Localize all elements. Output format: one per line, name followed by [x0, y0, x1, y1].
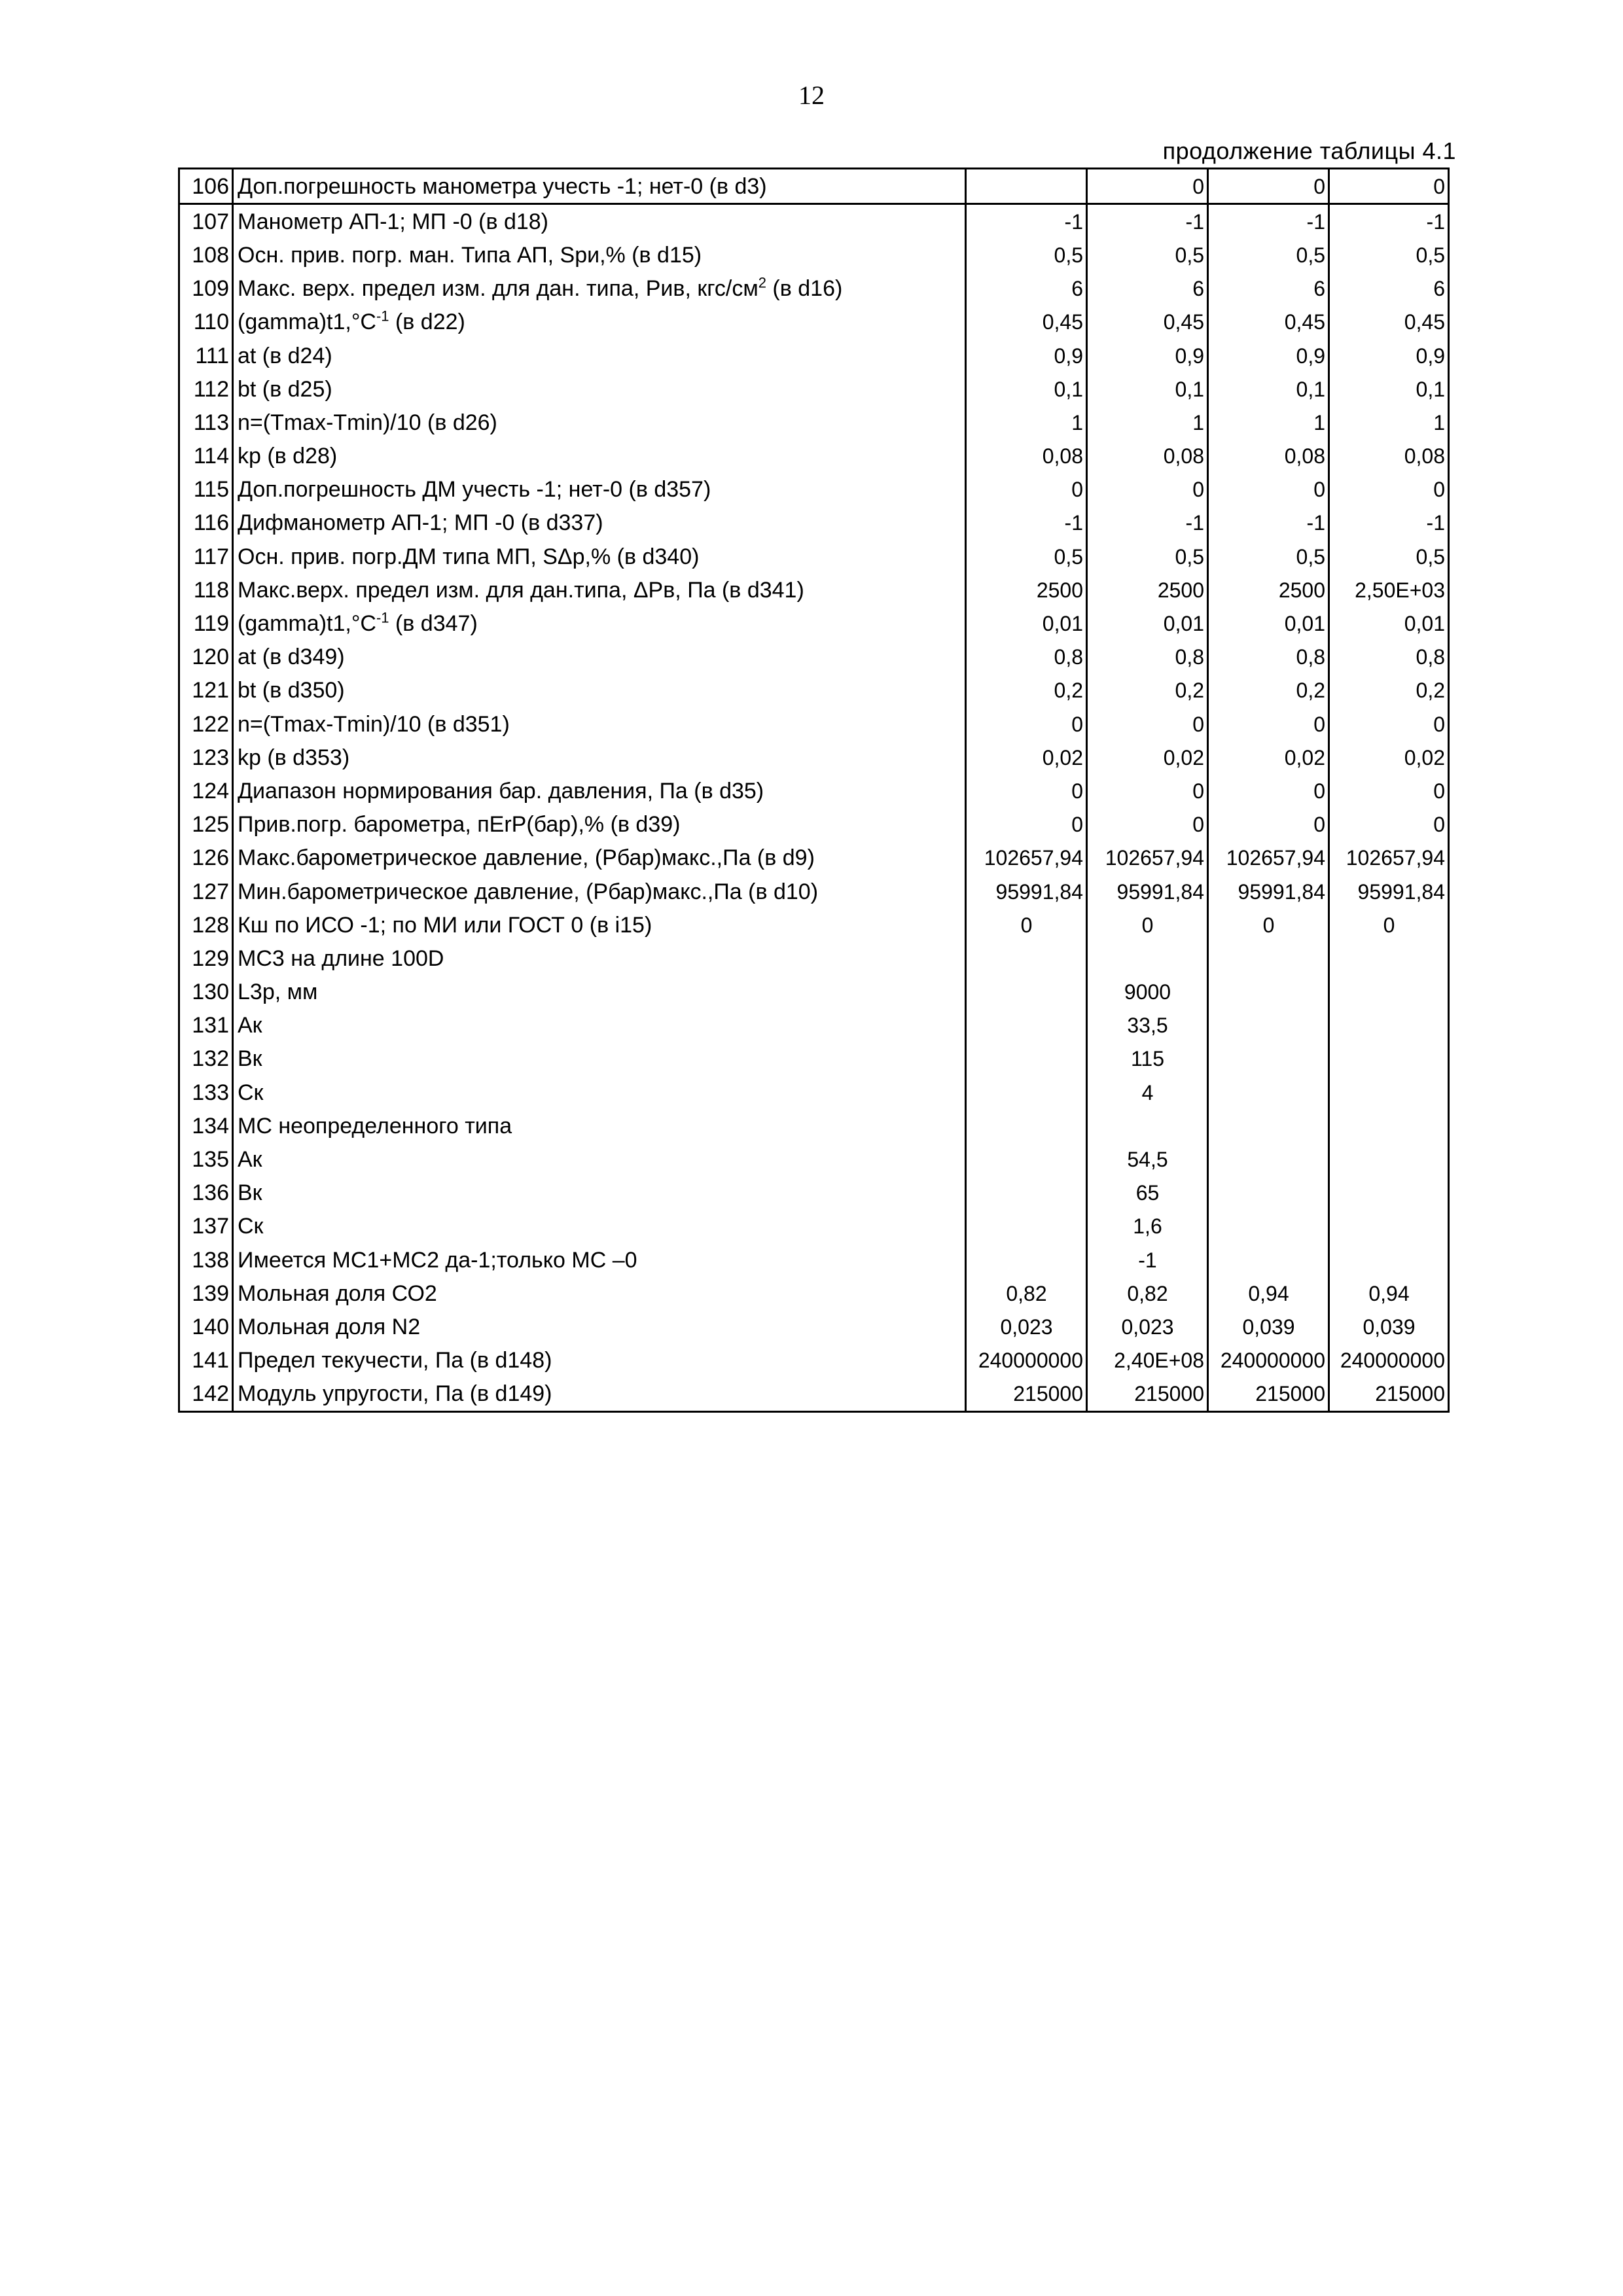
row-value-3: 102657,94 [1208, 841, 1329, 875]
row-number: 119 [179, 607, 233, 640]
row-value-2: 2500 [1087, 573, 1208, 607]
row-value-1: 1 [966, 406, 1087, 439]
table-row [179, 1109, 1449, 1142]
row-value-1 [966, 1076, 1087, 1109]
row-value-2: 1,6 [1087, 1210, 1208, 1243]
row-number: 125 [179, 808, 233, 841]
row-value-1: 0 [966, 908, 1087, 942]
table-row [179, 440, 1449, 473]
table-row [179, 406, 1449, 439]
row-value-3: 240000000 [1208, 1344, 1329, 1377]
table-row [179, 1210, 1449, 1243]
row-label: bt (в d350) [233, 674, 966, 707]
row-label: Мольная доля N2 [233, 1310, 966, 1343]
table-row [179, 942, 1449, 975]
row-value-3: 0,45 [1208, 306, 1329, 339]
row-value-2: 0 [1087, 169, 1208, 204]
row-value-3: 215000 [1208, 1377, 1329, 1412]
row-value-3: 0,08 [1208, 440, 1329, 473]
row-value-3: -1 [1208, 506, 1329, 540]
row-value-3: 0,5 [1208, 238, 1329, 272]
row-value-2: 4 [1087, 1076, 1208, 1109]
row-label: Ск [233, 1210, 966, 1243]
row-value-4: 215000 [1329, 1377, 1449, 1412]
row-value-1: 0 [966, 774, 1087, 807]
row-value-1: 0,5 [966, 540, 1087, 573]
row-value-2: 9000 [1087, 976, 1208, 1009]
row-value-2: 65 [1087, 1176, 1208, 1210]
row-value-1 [966, 169, 1087, 204]
row-label: Прив.погр. барометра, пЕrР(бар),% (в d39) [233, 808, 966, 841]
row-number: 109 [179, 272, 233, 306]
row-number: 117 [179, 540, 233, 573]
row-number: 114 [179, 440, 233, 473]
row-label: Мольная доля СО2 [233, 1277, 966, 1310]
table-row [179, 573, 1449, 607]
row-value-3: 0 [1208, 473, 1329, 506]
row-value-2: 6 [1087, 272, 1208, 306]
row-value-4 [1329, 1243, 1449, 1277]
row-value-4 [1329, 1210, 1449, 1243]
row-value-2: 0,023 [1087, 1310, 1208, 1343]
row-label: Предел текучести, Па (в d148) [233, 1344, 966, 1377]
row-number: 128 [179, 908, 233, 942]
row-number: 120 [179, 641, 233, 674]
row-value-2: 0 [1087, 707, 1208, 741]
row-value-2: 95991,84 [1087, 875, 1208, 908]
row-value-2: 0 [1087, 808, 1208, 841]
row-value-2: -1 [1087, 204, 1208, 239]
row-label: Манометр АП-1; МП -0 (в d18) [233, 204, 966, 239]
row-number: 132 [179, 1042, 233, 1076]
row-number: 134 [179, 1109, 233, 1142]
table-row [179, 1277, 1449, 1310]
row-value-1: -1 [966, 204, 1087, 239]
table-row [179, 976, 1449, 1009]
row-label: $(gamma)t1,^\circ C^{-1}$ (в d347) [233, 607, 966, 640]
row-value-4: 0 [1329, 808, 1449, 841]
row-value-2 [1087, 1109, 1208, 1142]
row-number: 137 [179, 1210, 233, 1243]
row-value-4: 95991,84 [1329, 875, 1449, 908]
row-value-2 [1087, 942, 1208, 975]
row-number: 136 [179, 1176, 233, 1210]
row-number: 111 [179, 339, 233, 372]
row-value-3: 0,01 [1208, 607, 1329, 640]
row-label: kp (в d353) [233, 741, 966, 774]
row-value-2: 0,1 [1087, 372, 1208, 406]
table-row [179, 1009, 1449, 1042]
row-value-1: 0,023 [966, 1310, 1087, 1343]
row-number: 135 [179, 1142, 233, 1176]
row-value-1 [966, 1243, 1087, 1277]
table-row [179, 272, 1449, 306]
row-number: 107 [179, 204, 233, 239]
row-value-2: 215000 [1087, 1377, 1208, 1412]
row-value-4: 0 [1329, 473, 1449, 506]
row-value-4: 0,08 [1329, 440, 1449, 473]
row-value-1: 0,8 [966, 641, 1087, 674]
row-value-4: -1 [1329, 506, 1449, 540]
row-label: Макс.верх. предел изм. для дан.типа, ΔРв, Па (в d341) [233, 573, 966, 607]
row-value-2: 0,02 [1087, 741, 1208, 774]
row-value-1: 6 [966, 272, 1087, 306]
row-value-4: 0,039 [1329, 1310, 1449, 1343]
row-number: 113 [179, 406, 233, 439]
row-value-4: -1 [1329, 204, 1449, 239]
row-label: Макс. верх. предел изм. для дан. типа, Рив, кгс/$см^2$ (в d16) [233, 272, 966, 306]
row-label: Ак [233, 1009, 966, 1042]
table-row [179, 1076, 1449, 1109]
row-value-2: 1 [1087, 406, 1208, 439]
row-value-3 [1208, 1109, 1329, 1142]
row-value-1: 0,45 [966, 306, 1087, 339]
row-value-3 [1208, 1243, 1329, 1277]
row-label: kp (в d28) [233, 440, 966, 473]
row-value-3: 0 [1208, 774, 1329, 807]
row-value-1 [966, 976, 1087, 1009]
row-value-3: 0,02 [1208, 741, 1329, 774]
row-value-3: 0,8 [1208, 641, 1329, 674]
row-value-2: 0,5 [1087, 238, 1208, 272]
row-value-4: 0 [1329, 908, 1449, 942]
table-row [179, 1377, 1449, 1412]
row-value-1: 2500 [966, 573, 1087, 607]
row-value-4: 0,5 [1329, 238, 1449, 272]
table-row [179, 339, 1449, 372]
table-row [179, 774, 1449, 807]
row-number: 131 [179, 1009, 233, 1042]
row-label: n=(Tmax-Tmin)/10 (в d351) [233, 707, 966, 741]
row-value-1 [966, 1210, 1087, 1243]
row-number: 141 [179, 1344, 233, 1377]
row-number: 110 [179, 306, 233, 339]
row-number: 118 [179, 573, 233, 607]
row-value-4 [1329, 942, 1449, 975]
table-row [179, 674, 1449, 707]
row-value-1 [966, 1042, 1087, 1076]
table-row [179, 1176, 1449, 1210]
row-number: 122 [179, 707, 233, 741]
row-number: 108 [179, 238, 233, 272]
row-value-4: 1 [1329, 406, 1449, 439]
row-value-4: 0,01 [1329, 607, 1449, 640]
table-row [179, 875, 1449, 908]
table-row [179, 169, 1449, 204]
row-value-4: 0,02 [1329, 741, 1449, 774]
row-value-4 [1329, 1142, 1449, 1176]
row-value-1: 0,08 [966, 440, 1087, 473]
row-value-3: 0,039 [1208, 1310, 1329, 1343]
row-value-1 [966, 1142, 1087, 1176]
row-value-3 [1208, 942, 1329, 975]
row-label: at (в d24) [233, 339, 966, 372]
row-value-4: 6 [1329, 272, 1449, 306]
row-number: 127 [179, 875, 233, 908]
row-value-4: 0,45 [1329, 306, 1449, 339]
row-value-2: 102657,94 [1087, 841, 1208, 875]
table-row [179, 204, 1449, 239]
table-row [179, 372, 1449, 406]
row-number: 138 [179, 1243, 233, 1277]
row-value-1: 95991,84 [966, 875, 1087, 908]
row-value-1: 0 [966, 808, 1087, 841]
row-label: Доп.погрешность ДМ учесть -1; нет-0 (в d357) [233, 473, 966, 506]
table-row [179, 741, 1449, 774]
row-value-4 [1329, 1009, 1449, 1042]
row-number: 130 [179, 976, 233, 1009]
row-value-1: 0,9 [966, 339, 1087, 372]
row-value-2: 2,40E+08 [1087, 1344, 1208, 1377]
row-value-4: 0 [1329, 169, 1449, 204]
table-row [179, 641, 1449, 674]
row-label: Дифманометр АП-1; МП -0 (в d337) [233, 506, 966, 540]
row-value-3 [1208, 1009, 1329, 1042]
row-number: 106 [179, 169, 233, 204]
row-value-3: 0 [1208, 908, 1329, 942]
row-label: Модуль упругости, Па (в d149) [233, 1377, 966, 1412]
row-value-3: 0,5 [1208, 540, 1329, 573]
row-value-3 [1208, 1076, 1329, 1109]
table-row [179, 1042, 1449, 1076]
row-value-1: 0,01 [966, 607, 1087, 640]
row-value-2: 115 [1087, 1042, 1208, 1076]
row-value-3: 0 [1208, 707, 1329, 741]
table-body [179, 169, 1449, 1412]
row-value-1 [966, 942, 1087, 975]
row-number: 140 [179, 1310, 233, 1343]
row-number: 112 [179, 372, 233, 406]
row-label: Кш по ИСО -1; по МИ или ГОСТ 0 (в i15) [233, 908, 966, 942]
table-row [179, 506, 1449, 540]
row-value-4: 0,2 [1329, 674, 1449, 707]
row-value-1 [966, 1009, 1087, 1042]
row-label: Осн. прив. погр. ман. Типа АП, Spи,% (в d15) [233, 238, 966, 272]
table-row [179, 707, 1449, 741]
row-number: 116 [179, 506, 233, 540]
row-value-1: 102657,94 [966, 841, 1087, 875]
row-value-4: 102657,94 [1329, 841, 1449, 875]
row-label: Ск [233, 1076, 966, 1109]
row-value-4 [1329, 1176, 1449, 1210]
row-value-1: -1 [966, 506, 1087, 540]
row-value-2: 0,08 [1087, 440, 1208, 473]
row-value-3: 2500 [1208, 573, 1329, 607]
row-value-4: 0,94 [1329, 1277, 1449, 1310]
row-value-1: 0 [966, 707, 1087, 741]
row-value-4: 0,5 [1329, 540, 1449, 573]
data-table [178, 168, 1450, 1413]
table-row [179, 908, 1449, 942]
row-number: 124 [179, 774, 233, 807]
row-value-2: 0,9 [1087, 339, 1208, 372]
table-row [179, 540, 1449, 573]
row-value-4 [1329, 1042, 1449, 1076]
row-value-2: 0,5 [1087, 540, 1208, 573]
row-value-4: 0 [1329, 707, 1449, 741]
row-label: Мин.барометрическое давление, (Рбар)макс.,Па (в d10) [233, 875, 966, 908]
table-caption: продолжение таблицы 4.1 [1162, 137, 1456, 164]
table-row [179, 1344, 1449, 1377]
row-label: Ак [233, 1142, 966, 1176]
row-value-1 [966, 1109, 1087, 1142]
row-value-2: 0,01 [1087, 607, 1208, 640]
row-label: Макс.барометрическое давление, (Рбар)макс.,Па (в d9) [233, 841, 966, 875]
row-value-3 [1208, 976, 1329, 1009]
page-number: 12 [798, 80, 825, 110]
row-value-3: 0,9 [1208, 339, 1329, 372]
row-value-1: 215000 [966, 1377, 1087, 1412]
row-value-3: 0 [1208, 169, 1329, 204]
row-value-1: 0 [966, 473, 1087, 506]
table-row [179, 238, 1449, 272]
row-value-3: -1 [1208, 204, 1329, 239]
row-value-3: 95991,84 [1208, 875, 1329, 908]
table-row [179, 473, 1449, 506]
row-value-2: 54,5 [1087, 1142, 1208, 1176]
row-value-2: -1 [1087, 506, 1208, 540]
row-number: 115 [179, 473, 233, 506]
row-label: at (в d349) [233, 641, 966, 674]
row-value-2: 33,5 [1087, 1009, 1208, 1042]
row-value-3 [1208, 1042, 1329, 1076]
row-value-4: 0,8 [1329, 641, 1449, 674]
row-label: Доп.погрешность манометра учесть -1; нет-0 (в d3) [233, 169, 966, 204]
row-label: n=(Tmax-Tmin)/10 (в d26) [233, 406, 966, 439]
row-value-4 [1329, 1076, 1449, 1109]
row-value-4 [1329, 1109, 1449, 1142]
row-value-4 [1329, 976, 1449, 1009]
row-value-4: 0,1 [1329, 372, 1449, 406]
row-value-4: 2,50E+03 [1329, 573, 1449, 607]
table-row [179, 1310, 1449, 1343]
row-number: 123 [179, 741, 233, 774]
table-row [179, 1243, 1449, 1277]
row-label: Имеется МС1+МС2 да-1;только МС –0 [233, 1243, 966, 1277]
row-value-1 [966, 1176, 1087, 1210]
table-row [179, 607, 1449, 640]
table-row [179, 808, 1449, 841]
row-value-2: 0,2 [1087, 674, 1208, 707]
row-label: $(gamma)t1,^\circ C^{-1}$ (в d22) [233, 306, 966, 339]
row-value-3: 0,1 [1208, 372, 1329, 406]
row-value-1: 0,02 [966, 741, 1087, 774]
row-value-2: -1 [1087, 1243, 1208, 1277]
row-label: Вк [233, 1176, 966, 1210]
row-label: МС неопределенного типа [233, 1109, 966, 1142]
row-value-1: 240000000 [966, 1344, 1087, 1377]
row-value-4: 240000000 [1329, 1344, 1449, 1377]
row-label: L3р, мм [233, 976, 966, 1009]
row-value-3: 0 [1208, 808, 1329, 841]
row-number: 121 [179, 674, 233, 707]
table-row [179, 841, 1449, 875]
row-number: 133 [179, 1076, 233, 1109]
row-value-1: 0,82 [966, 1277, 1087, 1310]
row-label: Диапазон нормирования бар. давления, Па (в d35) [233, 774, 966, 807]
row-number: 126 [179, 841, 233, 875]
row-value-3: 0,94 [1208, 1277, 1329, 1310]
row-value-2: 0 [1087, 774, 1208, 807]
row-number: 142 [179, 1377, 233, 1412]
table-row [179, 306, 1449, 339]
row-value-3 [1208, 1210, 1329, 1243]
row-number: 129 [179, 942, 233, 975]
row-label: МС3 на длине 100D [233, 942, 966, 975]
row-label: Осн. прив. погр.ДМ типа МП, SΔp,% (в d340) [233, 540, 966, 573]
row-label: Вк [233, 1042, 966, 1076]
row-value-1: 0,1 [966, 372, 1087, 406]
row-number: 139 [179, 1277, 233, 1310]
row-value-2: 0,45 [1087, 306, 1208, 339]
row-value-2: 0 [1087, 908, 1208, 942]
row-value-3 [1208, 1142, 1329, 1176]
row-label: bt (в d25) [233, 372, 966, 406]
row-value-3: 6 [1208, 272, 1329, 306]
row-value-1: 0,2 [966, 674, 1087, 707]
row-value-1: 0,5 [966, 238, 1087, 272]
row-value-3: 1 [1208, 406, 1329, 439]
table-row [179, 1142, 1449, 1176]
row-value-2: 0,82 [1087, 1277, 1208, 1310]
row-value-4: 0,9 [1329, 339, 1449, 372]
row-value-3: 0,2 [1208, 674, 1329, 707]
row-value-2: 0 [1087, 473, 1208, 506]
row-value-3 [1208, 1176, 1329, 1210]
row-value-2: 0,8 [1087, 641, 1208, 674]
row-value-4: 0 [1329, 774, 1449, 807]
